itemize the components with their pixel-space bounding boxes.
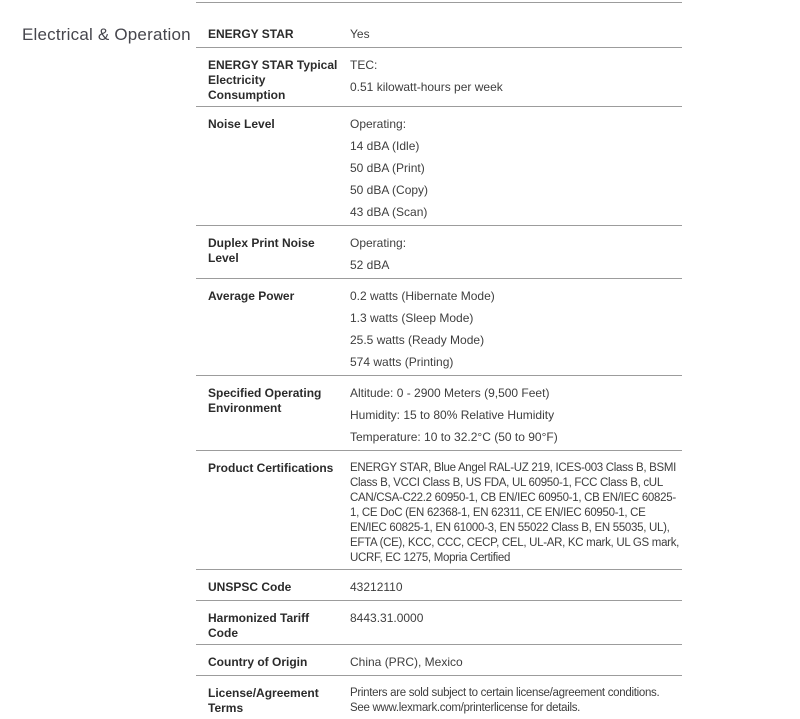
row-value: See www.lexmark.com/printerlicense for details. [350, 702, 581, 714]
table-row [196, 225, 682, 278]
row-value: Humidity: 15 to 80% Relative Humidity [350, 408, 555, 422]
row-value: TEC: [350, 58, 378, 72]
row-label: Harmonized Tariff Code [208, 611, 310, 640]
row-value: 25.5 watts (Ready Mode) [350, 333, 485, 347]
row-value: 50 dBA (Print) [350, 161, 425, 175]
row-value: Printers are sold subject to certain license/agreement conditions. [350, 687, 660, 699]
row-values [350, 27, 682, 44]
table-row [196, 644, 682, 675]
row-label: Noise Level [208, 117, 275, 131]
row-values [350, 580, 682, 597]
row-values [350, 686, 682, 716]
row-values [350, 655, 682, 672]
section-title: Electrical & Operation [22, 25, 191, 44]
table-row [196, 569, 682, 600]
row-value: 8443.31.0000 [350, 611, 424, 625]
row-value: 43212110 [350, 580, 403, 594]
row-label: Average Power [208, 289, 295, 303]
row-label: Duplex Print Noise Level [208, 236, 315, 265]
row-label: Country of Origin [208, 655, 308, 669]
row-value: Operating: [350, 236, 407, 250]
row-values [350, 386, 682, 447]
row-label: ENERGY STAR Typical Electricity Consumption [208, 58, 338, 102]
row-value: 0.51 kilowatt-hours per week [350, 80, 503, 94]
row-value: Yes [350, 27, 370, 41]
row-value: ENERGY STAR, Blue Angel RAL-UZ 219, ICES-003 Class B, BSMI Class B, VCCI Class B, US FDA, UL 60950-1, FCC Class B, cUL CAN/CSA-C22.2 60950-1, CB EN/IEC 60950-1, CB EN/IEC 60825-1, CE DoC (EN 62368-1, EN 62311, CE EN/IEC 60950-1, CE EN/IEC 60825-1, EN 61000-3, EN 55022 Class B, EN 55035, UL), EFTA (CE), KCC, CCC, CECP, CEL, UL-AR, KC mark, UL GS mark, UCRF, EC 1275, Mopria Certified [350, 462, 680, 564]
row-value: 574 watts (Printing) [350, 355, 454, 369]
table-row [196, 450, 682, 569]
row-value: 52 dBA [350, 258, 390, 272]
row-label: ENERGY STAR [208, 27, 294, 41]
row-value: 50 dBA (Copy) [350, 183, 429, 197]
row-value: 14 dBA (Idle) [350, 139, 420, 153]
row-value: 0.2 watts (Hibernate Mode) [350, 289, 495, 303]
row-values [350, 289, 682, 372]
row-value: 43 dBA (Scan) [350, 205, 428, 219]
row-value: Operating: [350, 117, 407, 131]
row-label: UNSPSC Code [208, 580, 292, 594]
row-label: Product Certifications [208, 461, 334, 475]
spec-table [196, 2, 682, 719]
table-row [196, 106, 682, 225]
table-row [196, 675, 682, 719]
table-row [196, 278, 682, 375]
row-label: Specified Operating Environment [208, 386, 322, 415]
row-values [350, 58, 682, 103]
row-values [350, 236, 682, 275]
row-label: License/Agreement Terms [208, 686, 319, 715]
row-values [350, 611, 682, 641]
row-value: China (PRC), Mexico [350, 655, 463, 669]
table-row [196, 375, 682, 450]
row-value: Temperature: 10 to 32.2°C (50 to 90°F) [350, 430, 558, 444]
row-values [350, 461, 682, 566]
row-value: 1.3 watts (Sleep Mode) [350, 311, 474, 325]
table-row [196, 600, 682, 644]
row-value: Altitude: 0 - 2900 Meters (9,500 Feet) [350, 386, 550, 400]
table-row [196, 2, 682, 47]
table-row [196, 47, 682, 106]
row-values [350, 117, 682, 222]
